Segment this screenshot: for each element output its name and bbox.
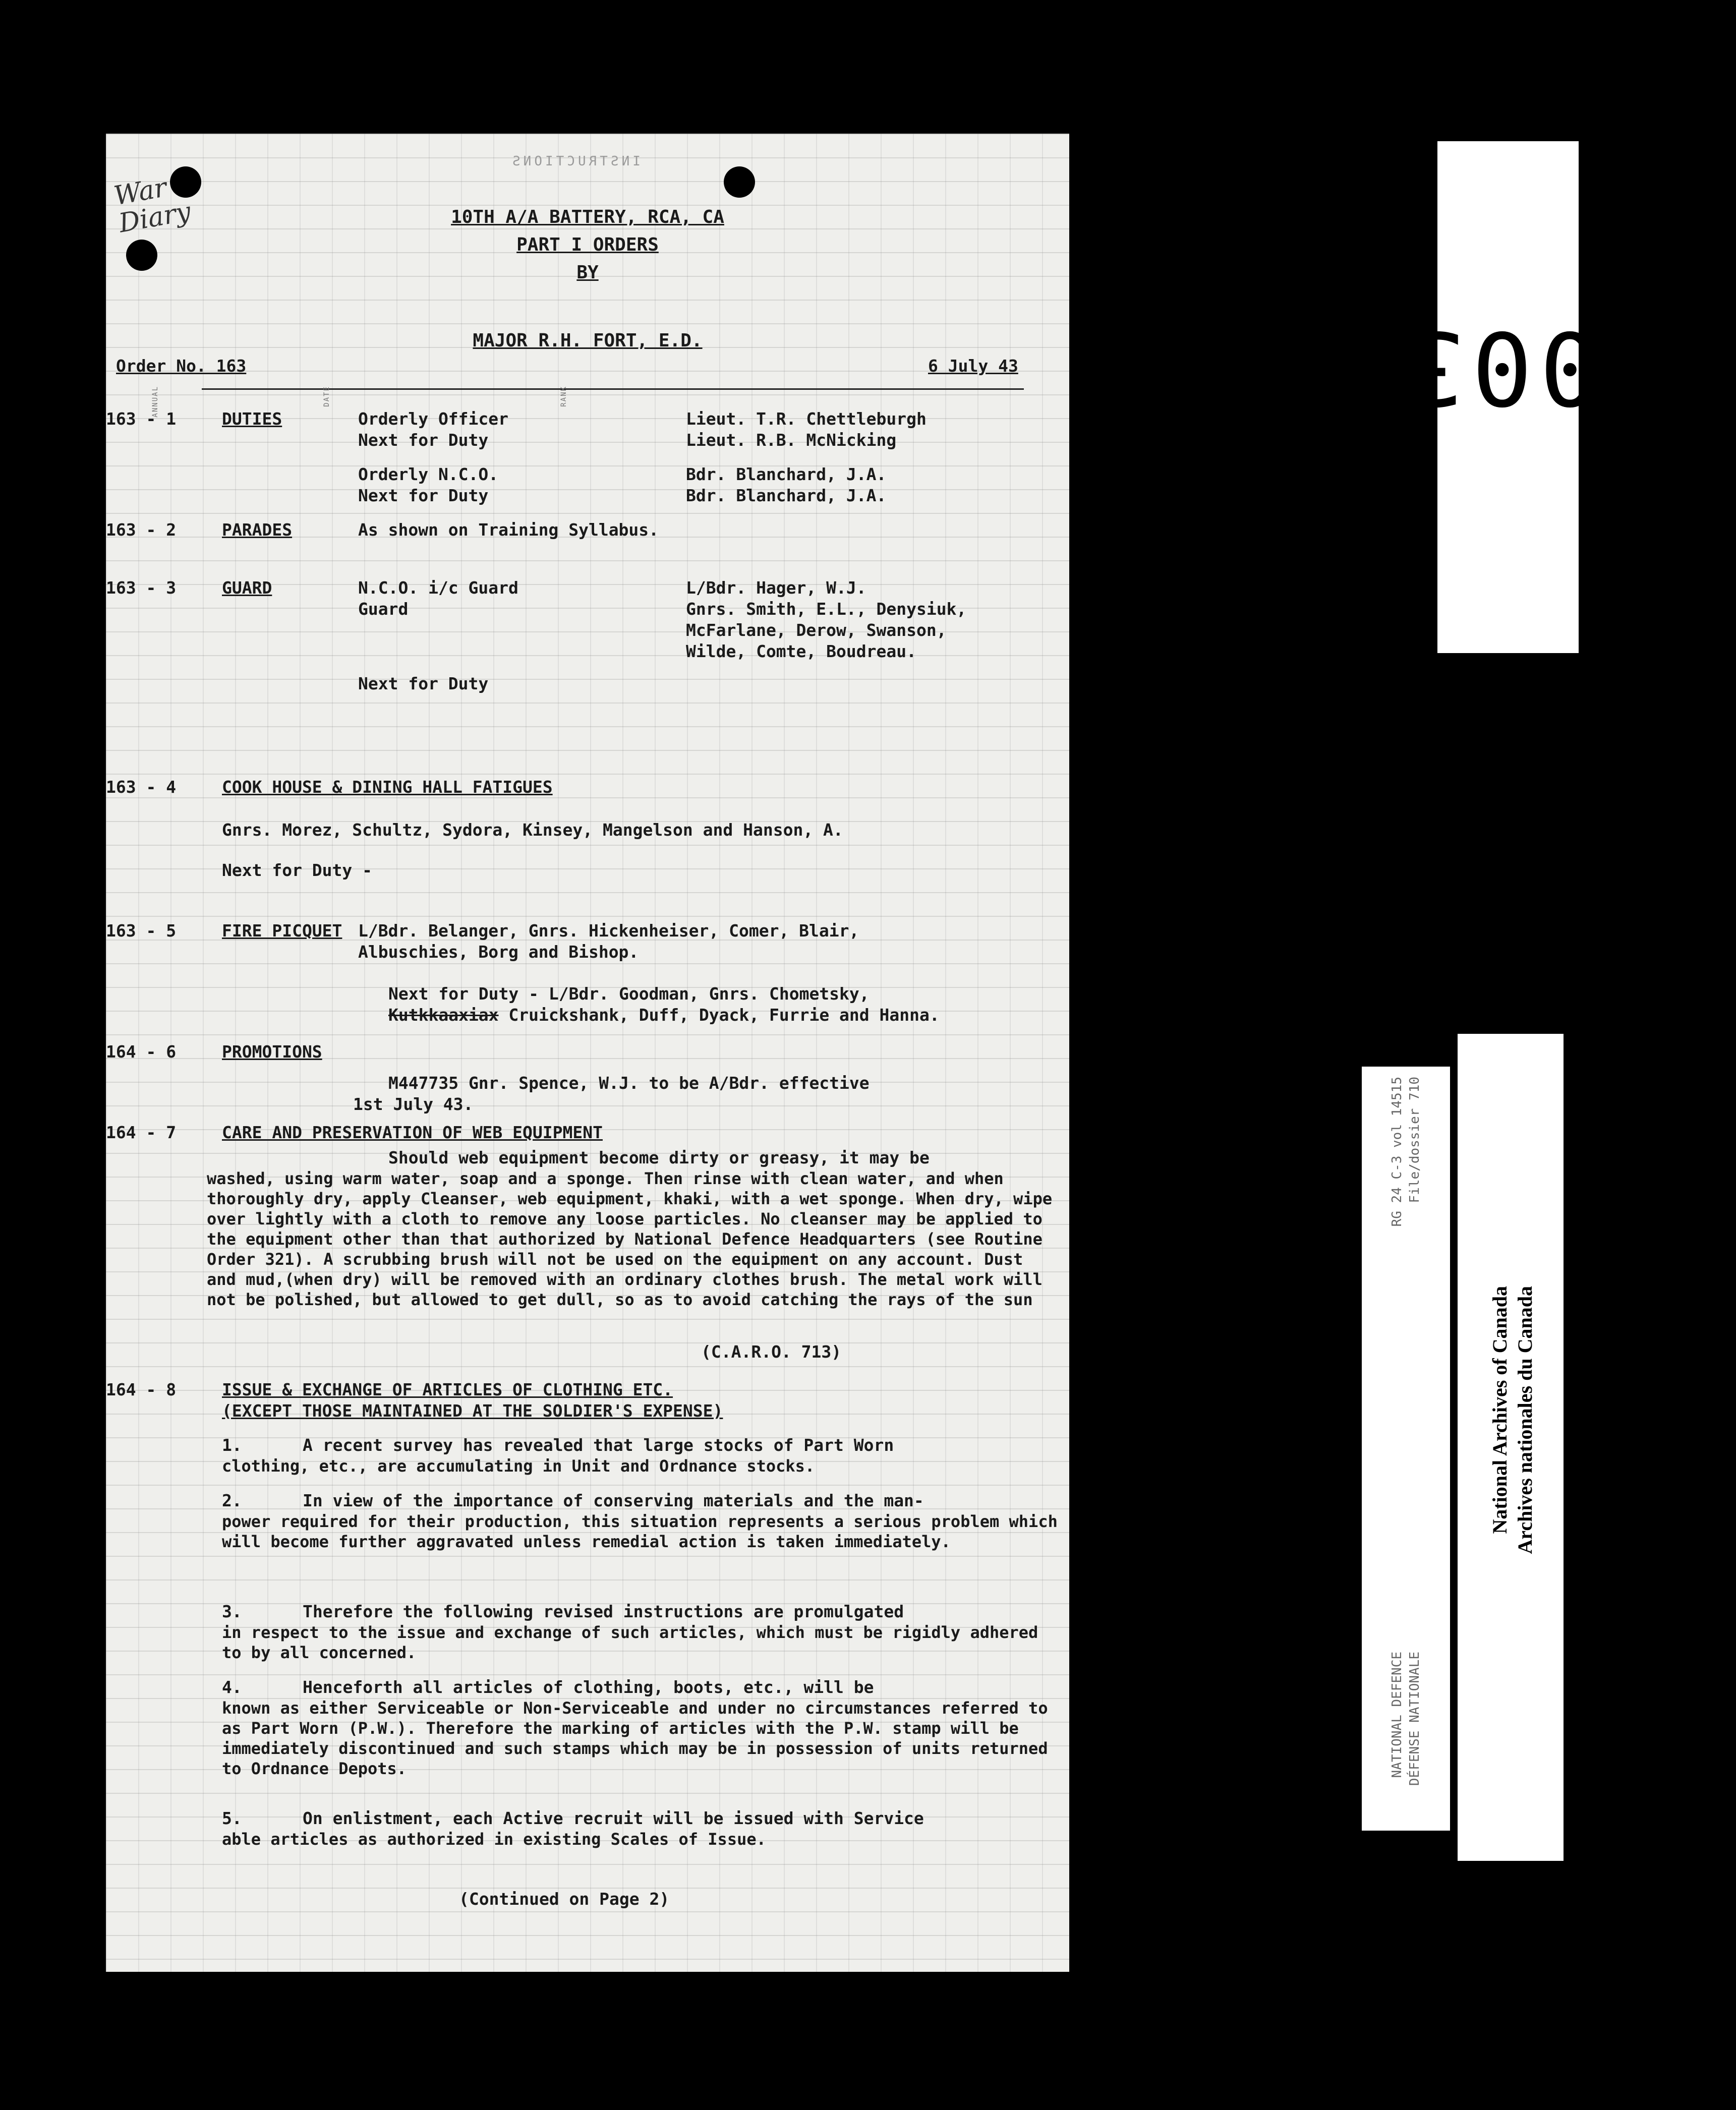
- para-first-line: In view of the importance of conserving materials and the man-: [303, 1491, 924, 1510]
- item-number: 164 - 8: [106, 1380, 177, 1399]
- para-text: known as either Serviceable or Non-Serviceable and under no circumstances referred to as Part Worn (P.W.). Therefore the marking of articles with the P.W. stamp will be immediately discontinued and such stamps which may be in possession of units returned to Ordnance Depots.: [222, 1698, 1048, 1778]
- reference-line: File/dossier 710: [1407, 1077, 1422, 1203]
- punch-hole: [724, 166, 755, 198]
- guard-name: L/Bdr. Hager, W.J.: [686, 578, 866, 598]
- item-heading: ISSUE & EXCHANGE OF ARTICLES OF CLOTHING ETC.: [222, 1380, 673, 1399]
- item-number: 163 - 5: [106, 921, 177, 941]
- para-number: 2.: [222, 1491, 242, 1510]
- item-heading: GUARD: [222, 578, 272, 598]
- para-first-line: A recent survey has revealed that large stocks of Part Worn: [303, 1435, 894, 1455]
- continued-footer: (Continued on Page 2): [459, 1889, 670, 1909]
- unit-title: 10TH A/A BATTERY, RCA, CA: [451, 207, 724, 227]
- duty-line: Next for Duty: [358, 486, 489, 505]
- para-number: 1.: [222, 1435, 242, 1455]
- orders-title: PART I ORDERS: [516, 235, 659, 255]
- item-number: 163 - 4: [106, 777, 177, 797]
- item-subheading: (EXCEPT THOSE MAINTAINED AT THE SOLDIER'S EXPENSE): [222, 1401, 723, 1421]
- duty-name: Bdr. Blanchard, J.A.: [686, 464, 887, 484]
- reference-panel: [1362, 1067, 1450, 1831]
- item-heading: CARE AND PRESERVATION OF WEB EQUIPMENT: [222, 1123, 603, 1142]
- item-heading: PARADES: [222, 520, 293, 540]
- item-text: Albuschies, Borg and Bishop.: [358, 942, 639, 962]
- item-text: L/Bdr. Belanger, Gnrs. Hickenheiser, Comer, Blair,: [358, 921, 859, 941]
- duty-name: Lieut. T.R. Chettleburgh: [686, 409, 927, 429]
- order-number: Order No. 163: [116, 356, 247, 376]
- guard-line: Guard: [358, 599, 409, 619]
- item-number: 163 - 1: [106, 409, 177, 429]
- struck-text: Kutkkaaxiax: [388, 1005, 499, 1025]
- form-column-label: ANNUAL: [151, 386, 159, 418]
- next-names: Cruickshank, Duff, Dyack, Furrie and Hanna.: [508, 1005, 940, 1025]
- item-number: 163 - 2: [106, 520, 177, 540]
- para-number: 3.: [222, 1602, 242, 1621]
- para-text: power required for their production, this situation represents a serious problem which will become further aggravated unless remedial action is taken immediately.: [222, 1512, 1058, 1551]
- archive-label-panel: [1458, 1034, 1564, 1861]
- document-page: [106, 134, 1069, 1972]
- guard-name: Wilde, Comte, Boudreau.: [686, 641, 916, 661]
- paragraph-reference: (C.A.R.O. 713): [701, 1342, 842, 1362]
- item-number: 163 - 3: [106, 578, 177, 598]
- item-heading: PROMOTIONS: [222, 1042, 322, 1062]
- item-number: 164 - 7: [106, 1123, 177, 1142]
- mirrored-instructions-header: INSTRUCTIONS: [509, 154, 641, 169]
- form-column-label: DATE: [323, 386, 331, 407]
- next-for-duty: Next for Duty -: [222, 860, 373, 880]
- duty-line: Next for Duty: [358, 430, 489, 450]
- item-text: M447735 Gnr. Spence, W.J. to be A/Bdr. effective: [388, 1073, 870, 1093]
- frame-counter-panel: [1329, 141, 1736, 653]
- next-for-duty: Next for Duty - L/Bdr. Goodman, Gnrs. Chometsky,: [388, 984, 870, 1004]
- frame-counter: 000035: [1329, 308, 1736, 426]
- item-heading: DUTIES: [222, 409, 282, 429]
- duty-name: Bdr. Blanchard, J.A.: [686, 486, 887, 505]
- para-first-line: On enlistment, each Active recruit will be issued with Service: [303, 1808, 924, 1828]
- item-text: As shown on Training Syllabus.: [358, 520, 659, 540]
- department-line: DÉFENSE NATIONALE: [1407, 1652, 1422, 1786]
- next-for-duty: [388, 1005, 940, 1026]
- para-first-line: Should web equipment become dirty or greasy, it may be: [388, 1148, 930, 1167]
- item-text: Gnrs. Morez, Schultz, Sydora, Kinsey, Mangelson and Hanson, A.: [222, 820, 843, 840]
- para-first-line: Henceforth all articles of clothing, boots, etc., will be: [303, 1677, 874, 1697]
- guard-line: N.C.O. i/c Guard: [358, 578, 518, 598]
- department-line: NATIONAL DEFENCE: [1390, 1652, 1405, 1778]
- archive-name-fr: Archives nationales du Canada: [1514, 1286, 1536, 1554]
- guard-name: Gnrs. Smith, E.L., Denysiuk,: [686, 599, 967, 619]
- form-column-label: RANK: [560, 386, 568, 407]
- order-date: 6 July 43: [928, 356, 1018, 376]
- archive-name-en: National Archives of Canada: [1488, 1286, 1511, 1534]
- guard-name: McFarlane, Derow, Swanson,: [686, 620, 947, 640]
- para-number: 4.: [222, 1677, 242, 1697]
- issued-by: MAJOR R.H. FORT, E.D.: [473, 330, 703, 351]
- para-text: able articles as authorized in existing Scales of Issue.: [222, 1830, 766, 1849]
- para-text: clothing, etc., are accumulating in Unit and Ordnance stocks.: [222, 1456, 815, 1476]
- para-text: in respect to the issue and exchange of such articles, which must be rigidly adhered to by all concerned.: [222, 1623, 1038, 1662]
- item-paragraph: washed, using warm water, soap and a sponge. Then rinse with clean water, and when thoroughly dry, apply Cleanser, web equipment, khaki, with a wet sponge. When dry, wipe over lightly with a cloth to remove any loose particles. No cleanser may be applied to the equipment other than that authorized by National Defence Headquarters (see Routine Order 321). A scrubbing brush will not be used on the equipment on any account. Dust and mud,(when dry) will be removed with an ordinary clothes brush. The metal work will not be polished, but allowed to get dull, so as to avoid catching the rays of the sun: [207, 1169, 1053, 1309]
- para-first-line: Therefore the following revised instructions are promulgated: [303, 1602, 904, 1621]
- item-text: 1st July 43.: [353, 1094, 474, 1114]
- duty-name: Lieut. R.B. McNicking: [686, 430, 897, 450]
- para-number: 5.: [222, 1808, 242, 1828]
- handwritten-note: War Diary: [111, 172, 193, 239]
- by-line: BY: [576, 262, 599, 283]
- duty-line: Orderly Officer: [358, 409, 509, 429]
- reference-line: RG 24 C-3 vol 14515: [1390, 1077, 1405, 1227]
- guard-line: Next for Duty: [358, 674, 489, 693]
- item-number: 164 - 6: [106, 1042, 177, 1062]
- duty-line: Orderly N.C.O.: [358, 464, 499, 484]
- item-heading: FIRE PICQUET: [222, 921, 342, 941]
- item-heading: COOK HOUSE & DINING HALL FATIGUES: [222, 777, 553, 797]
